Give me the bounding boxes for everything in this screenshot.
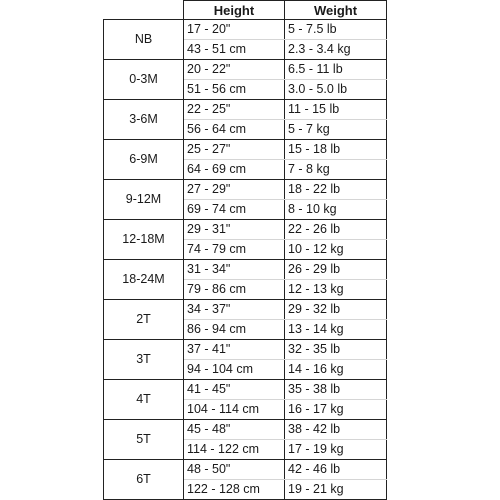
height-inches-cell: 34 - 37" [184,300,285,320]
weight-pounds-cell: 42 - 46 lb [285,460,387,480]
size-label: 12-18M [104,220,184,260]
size-label: 6-9M [104,140,184,180]
height-inches-cell: 29 - 31" [184,220,285,240]
size-label: 3T [104,340,184,380]
height-cm-cell: 94 - 104 cm [184,360,285,380]
weight-kg-cell: 13 - 14 kg [285,320,387,340]
weight-pounds-cell: 38 - 42 lb [285,420,387,440]
weight-pounds-cell: 29 - 32 lb [285,300,387,320]
size-row [104,220,387,240]
size-label: 6T [104,460,184,500]
weight-kg-cell: 8 - 10 kg [285,200,387,220]
weight-kg-cell: 3.0 - 5.0 lb [285,80,387,100]
weight-kg-cell: 10 - 12 kg [285,240,387,260]
size-chart-table [103,0,387,500]
size-row [104,180,387,200]
size-label: 4T [104,380,184,420]
weight-kg-cell: 2.3 - 3.4 kg [285,40,387,60]
size-chart-body [104,20,387,500]
weight-kg-cell: 16 - 17 kg [285,400,387,420]
size-row [104,420,387,440]
height-cm-cell: 64 - 69 cm [184,160,285,180]
height-cm-cell: 69 - 74 cm [184,200,285,220]
weight-column-header: Weight [285,1,387,20]
size-label: 9-12M [104,180,184,220]
weight-kg-cell: 19 - 21 kg [285,480,387,500]
weight-pounds-cell: 22 - 26 lb [285,220,387,240]
size-row [104,380,387,400]
size-label: 18-24M [104,260,184,300]
size-row [104,140,387,160]
height-cm-cell: 51 - 56 cm [184,80,285,100]
weight-pounds-cell: 32 - 35 lb [285,340,387,360]
height-inches-cell: 37 - 41" [184,340,285,360]
size-row [104,460,387,480]
height-inches-cell: 20 - 22" [184,60,285,80]
size-label: 3-6M [104,100,184,140]
weight-kg-cell: 12 - 13 kg [285,280,387,300]
weight-pounds-cell: 11 - 15 lb [285,100,387,120]
size-row [104,260,387,280]
size-label: 2T [104,300,184,340]
height-inches-cell: 31 - 34" [184,260,285,280]
weight-pounds-cell: 15 - 18 lb [285,140,387,160]
height-cm-cell: 43 - 51 cm [184,40,285,60]
size-row [104,100,387,120]
weight-kg-cell: 14 - 16 kg [285,360,387,380]
weight-kg-cell: 7 - 8 kg [285,160,387,180]
size-label: 5T [104,420,184,460]
size-row [104,60,387,80]
weight-pounds-cell: 18 - 22 lb [285,180,387,200]
weight-pounds-cell: 6.5 - 11 lb [285,60,387,80]
height-cm-cell: 114 - 122 cm [184,440,285,460]
height-column-header: Height [184,1,285,20]
weight-pounds-cell: 35 - 38 lb [285,380,387,400]
height-inches-cell: 22 - 25" [184,100,285,120]
weight-kg-cell: 17 - 19 kg [285,440,387,460]
height-cm-cell: 79 - 86 cm [184,280,285,300]
size-row [104,340,387,360]
height-inches-cell: 17 - 20" [184,20,285,40]
height-cm-cell: 104 - 114 cm [184,400,285,420]
weight-kg-cell: 5 - 7 kg [285,120,387,140]
size-row [104,300,387,320]
size-label: NB [104,20,184,60]
size-row [104,20,387,40]
height-cm-cell: 56 - 64 cm [184,120,285,140]
height-inches-cell: 41 - 45" [184,380,285,400]
height-cm-cell: 86 - 94 cm [184,320,285,340]
height-inches-cell: 25 - 27" [184,140,285,160]
height-inches-cell: 48 - 50" [184,460,285,480]
height-inches-cell: 27 - 29" [184,180,285,200]
weight-pounds-cell: 26 - 29 lb [285,260,387,280]
header-row [104,1,387,20]
size-label: 0-3M [104,60,184,100]
height-inches-cell: 45 - 48" [184,420,285,440]
weight-pounds-cell: 5 - 7.5 lb [285,20,387,40]
height-cm-cell: 122 - 128 cm [184,480,285,500]
height-cm-cell: 74 - 79 cm [184,240,285,260]
size-column-header [104,1,184,20]
